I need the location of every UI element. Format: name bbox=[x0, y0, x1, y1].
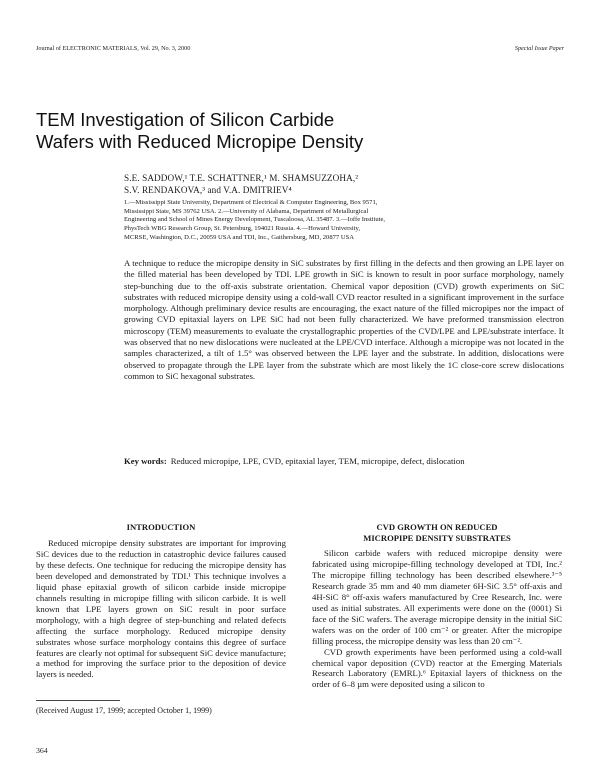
title-line-1: TEM Investigation of Silicon Carbide bbox=[36, 109, 335, 130]
cvd-paragraph-1: Silicon carbide wafers with reduced micropipe density were fabricated using micropipe-filling technology developed at TDI, Inc.² The micropipe filling technology has been described elsewhere.³⁻⁵ Research grade 35 mm and 40 mm diameter 6H-SiC 3.5° off-axis and 4H-SiC 8° off-axis wafers manufactured by Cree Research, Inc. were used as initial substrates. All experiments were done on the (0001) Si face of the SiC wafers. The average micropipe density in the initial SiC wafers was on the order of 100 cm⁻² or greater. After the micropipe filling process, the micropipe density was less than 20 cm⁻². bbox=[312, 548, 562, 646]
author-list bbox=[124, 172, 564, 196]
section-label: Special Issue Paper bbox=[514, 45, 564, 52]
received-dates: (Received August 17, 1999; accepted October 1, 1999) bbox=[36, 706, 212, 715]
keywords-values: Reduced micropipe, LPE, CVD, epitaxial layer, TEM, micropipe, defect, dislocation bbox=[170, 456, 465, 466]
cvd-heading-line-2: MICROPIPE DENSITY SUBSTRATES bbox=[363, 533, 511, 543]
cvd-paragraph-2: CVD growth experiments have been performed using a cold-wall chemical vapor deposition (CVD) reactor at the Emerging Materials Research Laboratory (EMRL).⁶ Epitaxial layers of thickness on the order of 6–8 µm were deposited using a silicon to bbox=[312, 646, 562, 690]
keywords-label: Key words: bbox=[124, 456, 167, 466]
cvd-heading bbox=[312, 522, 562, 544]
intro-heading: INTRODUCTION bbox=[126, 522, 196, 532]
authors-line-1: S.E. SADDOW,¹ T.E. SCHATTNER,¹ M. SHAMSUZZOHA,² bbox=[124, 173, 359, 183]
cvd-heading-line-1: CVD GROWTH ON REDUCED bbox=[376, 522, 498, 532]
affiliations bbox=[124, 199, 564, 243]
affiliation-line: 1.—Mississippi State University, Department of Electrical & Computer Engineering, Box 9571, bbox=[124, 199, 378, 206]
page-number: 364 bbox=[36, 746, 48, 755]
affiliation-line: MCRSE, Washington, D.C., 20059 USA and TDI, Inc., Gaithersburg, MD, 20877 USA bbox=[124, 233, 355, 241]
journal-header: Journal of ELECTRONIC MATERIALS, Vol. 29, No. 3, 2000 bbox=[36, 45, 191, 52]
affiliation-line: Engineering and School of Mines Energy Development, Tuscaloosa, AL 35487. 3.—Ioffe Institute, bbox=[124, 216, 386, 224]
affiliation-line: Mississippi State, MS 39762 USA. 2.—University of Alabama, Department of Metallurgical bbox=[124, 207, 369, 215]
intro-paragraph: Reduced micropipe density substrates are important for improving SiC devices due to the reduction in catastrophic device failures caused by these defects. One technique for reducing the micropipe density has been developed and demonstrated by TDI.¹ This technique involves a liquid phase epitaxial growth of silicon carbide inside micropipe channels resulting in micropipe filling with silicon carbide. It is well known that LPE layers grown on SiC result in poor surface morphology, with a high degree of step-bunching and related defects affecting the surface morphology. Reduced micropipe density substrates whose surface morphology contains this degree of surface features are clearly not optimal for subsequent SiC device manufacture; a method for improving the surface prior to the deposition of device layers is needed. bbox=[36, 538, 286, 680]
paper-title bbox=[36, 109, 556, 152]
title-line-2: Wafers with Reduced Micropipe Density bbox=[36, 130, 364, 152]
cvd-body bbox=[312, 548, 562, 690]
intro-body bbox=[36, 538, 286, 680]
abstract: A technique to reduce the micropipe density in SiC substrates by first filling in the defects and then growing an LPE layer on the filled material has been developed by TDI. LPE growth in SiC is known to result in poor surface morphology, namely step-bunching due to the off-axis substrate orientation. Chemical vapor deposition (CVD) growth experiments on SiC substrates with reduced micropipe density using a cold-wall CVD reactor resulted in a significant improvement in the surface morphology. Although preliminary device results are encouraging, the exact nature of the filled micropipes nor the impact of growing CVD epitaxial layers on LPE SiC had not been fully characterized. We have preformed transmission electron microscopy (TEM) measurements to evaluate the crystallographic properties of the CVD/LPE and LPE/substrate interface. It was observed that no new dislocations were nucleated at the LPE/CVD interface. Although a micropipe was not located in the samples characterized, a tilt of 1.5° was observed between the LPE layer and the substrate. In addition, dislocations were observed to propagate through the LPE layer from the substrate which are most likely the 1C close-core screw dislocations common to SiC hexagonal substrates. bbox=[124, 258, 564, 381]
keywords bbox=[124, 456, 564, 467]
footnote-rule bbox=[36, 700, 120, 701]
authors-line-2: S.V. RENDAKOVA,³ and V.A. DMITRIEV⁴ bbox=[124, 185, 292, 195]
affiliation-line: PhysTech WBG Research Group, St. Petersburg, 194021 Russia. 4.—Howard University, bbox=[124, 225, 361, 233]
